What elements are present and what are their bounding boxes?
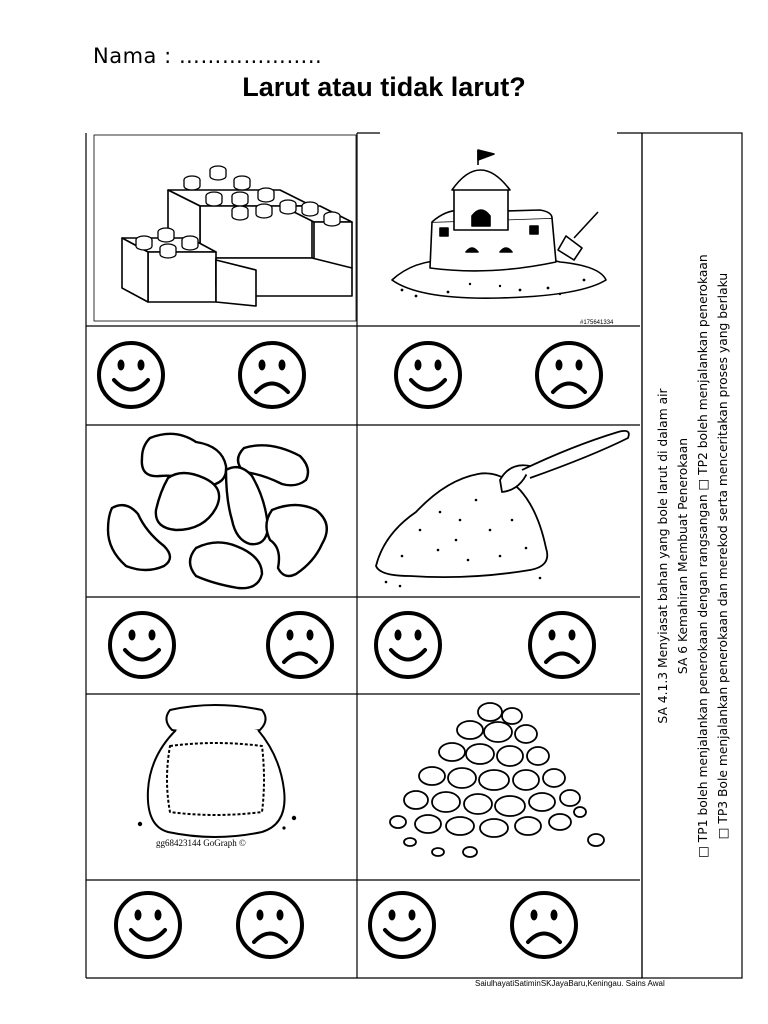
name-field-label: Nama : ……………….. [93, 44, 323, 68]
standard-sa-6: SA 6 Kemahiran Membuat Penerokaan [675, 437, 690, 674]
smile-face-icon[interactable] [376, 613, 440, 677]
frown-face-icon[interactable] [512, 893, 576, 957]
worksheet-title: Larut atau tidak larut? [242, 72, 526, 102]
frown-face-icon[interactable] [238, 893, 302, 957]
smile-face-icon[interactable] [99, 343, 163, 407]
smile-face-icon[interactable] [116, 893, 180, 957]
tp1-tp2-checkboxes[interactable]: □ TP1 boleh menjalankan penerokaan dengan rangsangan □ TP2 boleh menjalankan penerokaan [695, 253, 710, 858]
smile-face-icon[interactable] [110, 613, 174, 677]
frown-face-icon[interactable] [530, 613, 594, 677]
smile-face-icon[interactable] [370, 893, 434, 957]
standard-sa-4-1-3: SA 4.1.3 Menyiasat bahan yang bole larut di dalam air [655, 387, 670, 724]
image-code: #175641334 [580, 320, 614, 326]
frown-face-icon[interactable] [240, 343, 304, 407]
sand-castle-picture [392, 150, 606, 298]
lego-bricks-picture [122, 166, 352, 306]
author-credit: SaiulhayatiSatiminSKJayaBaru,Keningau. Sains Awal [475, 979, 665, 988]
sugar-pile-picture [376, 431, 629, 587]
tp3-checkbox[interactable]: □ TP3 Bole menjalankan penerokaan dan merekod serta menceritakan proses yang berlaku [715, 272, 730, 839]
image-caption: gg68423144 GoGraph © [156, 838, 246, 848]
pebble-pile-picture [390, 703, 604, 857]
learning-standards-panel [643, 133, 742, 978]
kidney-beans-picture [108, 434, 327, 588]
smile-face-icon[interactable] [396, 343, 460, 407]
frown-face-icon[interactable] [537, 343, 601, 407]
flour-sack-picture [138, 705, 296, 837]
frown-face-icon[interactable] [268, 613, 332, 677]
